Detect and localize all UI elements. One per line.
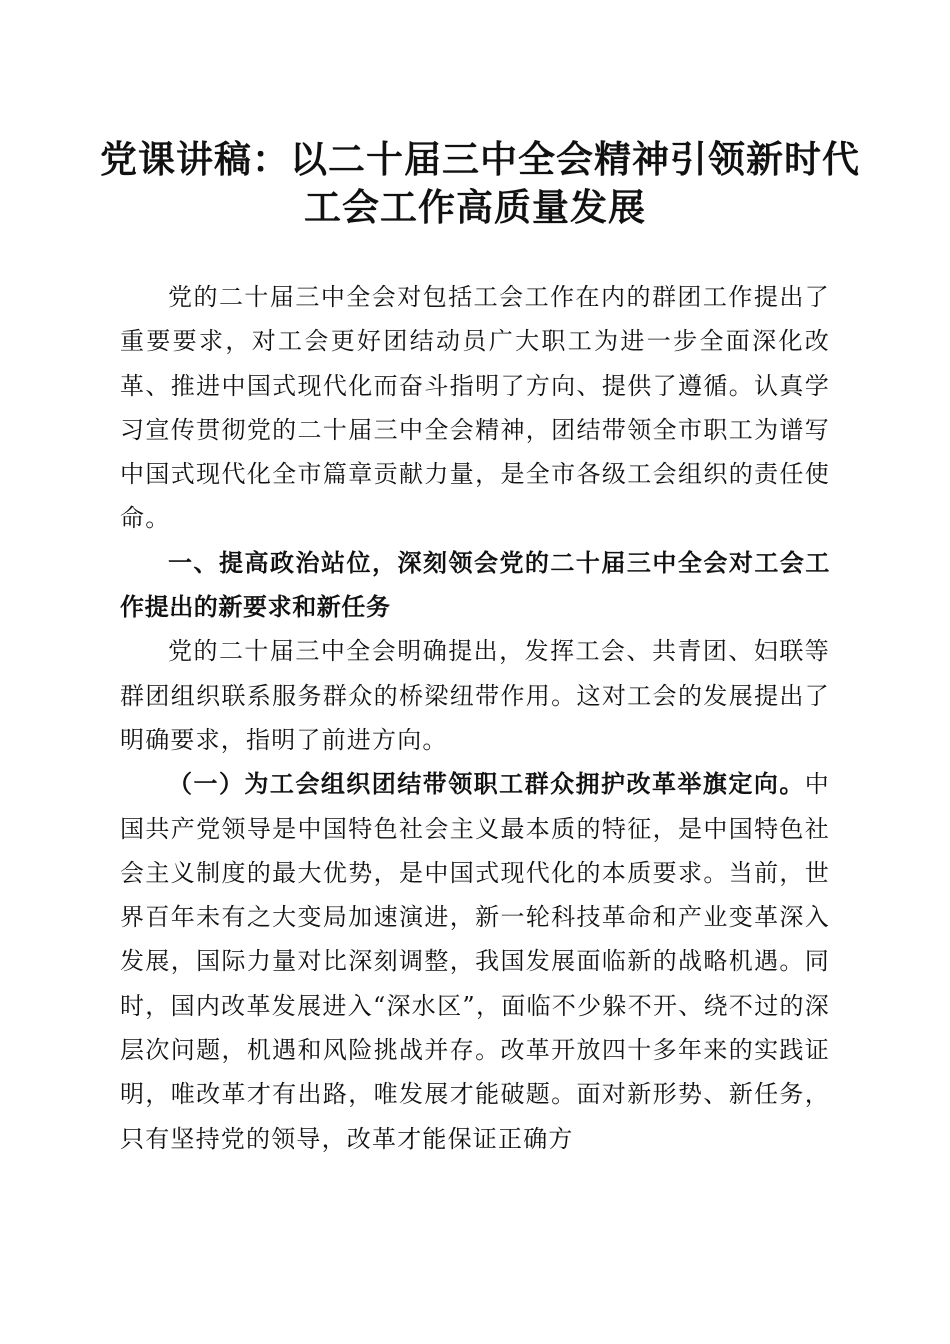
document-body [120,275,830,1161]
document-title-line-2: 工会工作高质量发展 [304,186,646,229]
intro-paragraph: 党的二十届三中全会对包括工会工作在内的群团工作提出了重要要求，对工会更好团结动员广大职工为进一步全面深化改革、推进中国式现代化而奋斗指明了方向、提供了遵循。认真学习宣传贯彻党的二十届三中全会精神，团结带领全市职工为谱写中国式现代化全市篇章贡献力量，是全市各级工会组织的责任使命。 [120,283,830,533]
subsection-1-paragraph [120,762,830,1161]
section-1-heading: 一、提高政治站位，深刻领会党的二十届三中全会对工会工作提出的新要求和新任务 [120,548,830,622]
section-1-paragraph: 党的二十届三中全会明确提出，发挥工会、共青团、妇联等群团组织联系服务群众的桥梁纽带作用。这对工会的发展提出了明确要求，指明了前进方向。 [120,637,830,754]
document-title-line-1: 党课讲稿：以二十届三中全会精神引领新时代 [100,138,860,181]
subsection-1-body: 中国共产党领导是中国特色社会主义最本质的特征，是中国特色社会主义制度的最大优势，是中国式现代化的本质要求。当前，世界百年未有之大变局加速演进，新一轮科技革命和产业变革深入发展，国际力量对比深刻调整，我国发展面临新的战略机遇。同时，国内改革发展进入“深水区”，面临不少躲不开、绕不过的深层次问题，机遇和风险挑战并存。改革开放四十多年来的实践证明，唯改革才有出路，唯发展才能破题。面对新形势、新任务，只有坚持党的领导，改革才能保证正确方 [120,770,830,1153]
subsection-1-heading: （一）为工会组织团结带领职工群众拥护改革举旗定向。 [168,769,805,799]
